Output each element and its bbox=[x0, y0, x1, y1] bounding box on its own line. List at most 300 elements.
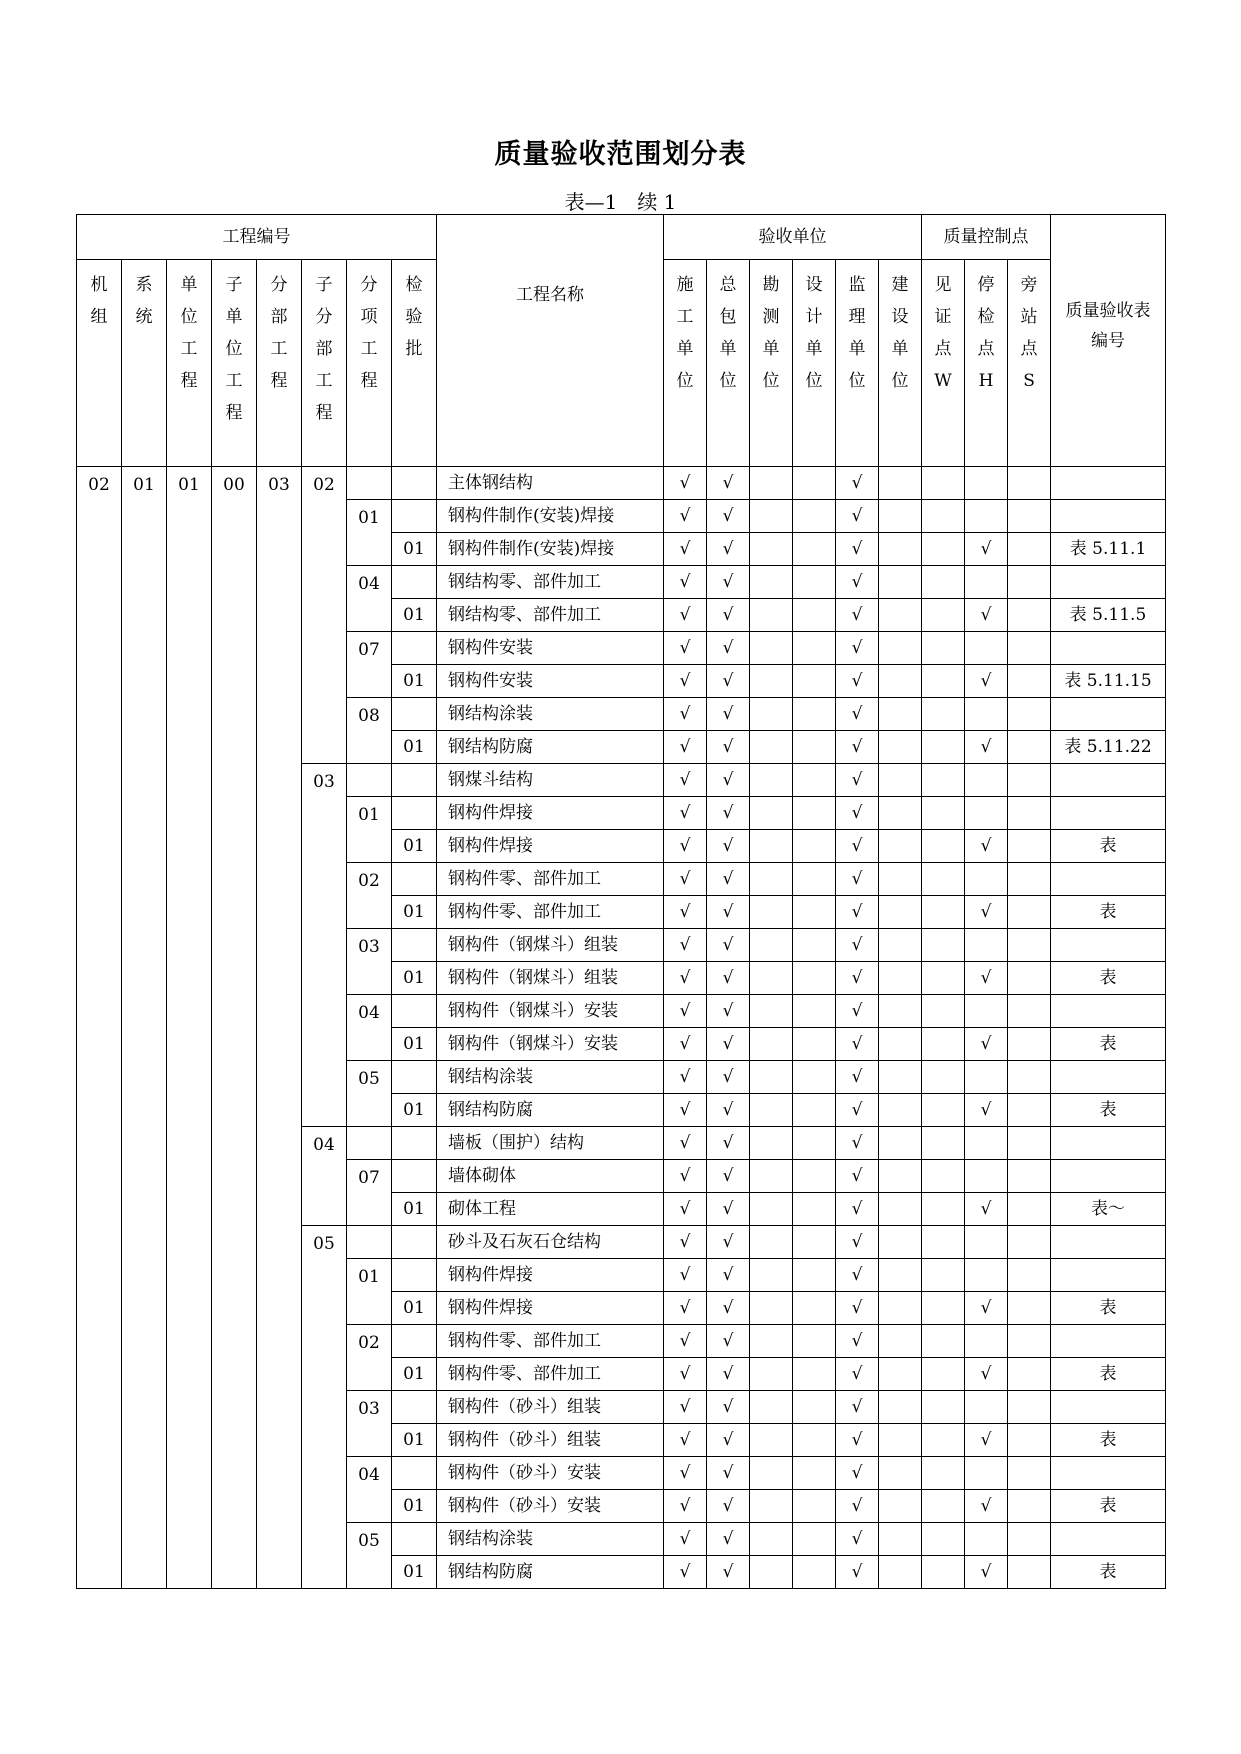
unit-check-3 bbox=[793, 1490, 836, 1523]
unit-check-3 bbox=[793, 500, 836, 533]
unit-check-5 bbox=[879, 830, 922, 863]
hold-point-cell: √ bbox=[965, 1094, 1008, 1127]
unit-col-3-header-char: 位 bbox=[805, 371, 823, 391]
unit-col-4-header-char: 位 bbox=[848, 371, 866, 391]
batch-code: 01 bbox=[392, 962, 437, 995]
unit-check-0: √ bbox=[664, 467, 707, 500]
unit-check-4: √ bbox=[836, 1358, 879, 1391]
unit-check-4: √ bbox=[836, 1226, 879, 1259]
batch-code bbox=[392, 698, 437, 731]
unit-check-3 bbox=[793, 1259, 836, 1292]
item-code: 05 bbox=[347, 1523, 392, 1589]
unit-col-2-header-char: 测 bbox=[762, 307, 780, 327]
batch-code: 01 bbox=[392, 1490, 437, 1523]
unit-check-5 bbox=[879, 995, 922, 1028]
unit-check-3 bbox=[793, 1028, 836, 1061]
hold-point-cell bbox=[965, 1259, 1008, 1292]
hold-point-cell: √ bbox=[965, 1193, 1008, 1226]
unit-check-1: √ bbox=[707, 764, 750, 797]
witness-point-cell bbox=[922, 467, 965, 500]
unit-col-3-header bbox=[793, 260, 836, 467]
unit-check-1: √ bbox=[707, 1490, 750, 1523]
unit-check-5 bbox=[879, 731, 922, 764]
project-name-cell: 钢构件（砂斗）组装 bbox=[437, 1424, 664, 1457]
hold-point-cell bbox=[965, 1457, 1008, 1490]
hold-point-cell bbox=[965, 863, 1008, 896]
unit-check-3 bbox=[793, 962, 836, 995]
sub-unit-project-code: 00 bbox=[212, 467, 257, 1589]
unit-check-3 bbox=[793, 896, 836, 929]
unit-check-1: √ bbox=[707, 1556, 750, 1589]
unit-check-3 bbox=[793, 764, 836, 797]
document-title: 质量验收范围划分表 bbox=[494, 139, 747, 170]
unit-check-0: √ bbox=[664, 1061, 707, 1094]
batch-code: 01 bbox=[392, 830, 437, 863]
unit-check-4: √ bbox=[836, 1061, 879, 1094]
batch-code: 01 bbox=[392, 1292, 437, 1325]
unit-check-0: √ bbox=[664, 698, 707, 731]
unit-check-5 bbox=[879, 566, 922, 599]
standby-point-cell bbox=[1008, 1556, 1051, 1589]
batch-code bbox=[392, 1457, 437, 1490]
project-name-cell: 钢结构涂装 bbox=[437, 1061, 664, 1094]
unit-check-1: √ bbox=[707, 731, 750, 764]
hold-point-cell bbox=[965, 764, 1008, 797]
unit-check-5 bbox=[879, 1127, 922, 1160]
form-number-cell bbox=[1051, 698, 1166, 731]
batch-code bbox=[392, 1061, 437, 1094]
form-number-cell bbox=[1051, 1226, 1166, 1259]
unit-check-3 bbox=[793, 1193, 836, 1226]
unit-check-2 bbox=[750, 962, 793, 995]
unit-check-0: √ bbox=[664, 896, 707, 929]
control-col-0-header-char: W bbox=[934, 371, 952, 391]
witness-point-cell bbox=[922, 566, 965, 599]
hold-point-cell bbox=[965, 467, 1008, 500]
unit-check-0: √ bbox=[664, 500, 707, 533]
hold-point-cell bbox=[965, 1127, 1008, 1160]
code-col-1-header-char: 统 bbox=[135, 307, 153, 327]
code-col-6-header-char: 项 bbox=[360, 307, 378, 327]
standby-point-cell bbox=[1008, 1457, 1051, 1490]
unit-check-2 bbox=[750, 764, 793, 797]
project-name-cell: 钢构件（砂斗）组装 bbox=[437, 1391, 664, 1424]
unit-check-2 bbox=[750, 1391, 793, 1424]
unit-check-3 bbox=[793, 1292, 836, 1325]
project-name-cell: 钢结构防腐 bbox=[437, 1094, 664, 1127]
hold-point-cell: √ bbox=[965, 962, 1008, 995]
witness-point-cell bbox=[922, 1259, 965, 1292]
standby-point-cell bbox=[1008, 566, 1051, 599]
project-name-cell: 主体钢结构 bbox=[437, 467, 664, 500]
code-col-7-header-char: 检 bbox=[405, 275, 423, 295]
unit-col-0-header bbox=[664, 260, 707, 467]
unit-check-2 bbox=[750, 500, 793, 533]
unit-check-2 bbox=[750, 1127, 793, 1160]
control-col-2-header-char: 站 bbox=[1020, 307, 1038, 327]
unit-check-1: √ bbox=[707, 698, 750, 731]
unit-check-0: √ bbox=[664, 731, 707, 764]
batch-code: 01 bbox=[392, 1193, 437, 1226]
project-name-cell: 钢构件焊接 bbox=[437, 1259, 664, 1292]
unit-check-0: √ bbox=[664, 764, 707, 797]
standby-point-cell bbox=[1008, 1391, 1051, 1424]
unit-check-2 bbox=[750, 1061, 793, 1094]
project-name-cell: 钢结构防腐 bbox=[437, 1556, 664, 1589]
hold-point-cell bbox=[965, 1160, 1008, 1193]
unit-check-2 bbox=[750, 1358, 793, 1391]
unit-check-3 bbox=[793, 1127, 836, 1160]
unit-check-2 bbox=[750, 467, 793, 500]
control-col-0-header-char: 点 bbox=[934, 339, 952, 359]
unit-check-3 bbox=[793, 1061, 836, 1094]
unit-check-0: √ bbox=[664, 1028, 707, 1061]
unit-col-3-header-char: 设 bbox=[805, 275, 823, 295]
batch-code bbox=[392, 1127, 437, 1160]
witness-point-cell bbox=[922, 1490, 965, 1523]
form-number-cell bbox=[1051, 1127, 1166, 1160]
unit-check-1: √ bbox=[707, 566, 750, 599]
code-col-1-header-char: 系 bbox=[135, 275, 153, 295]
unit-check-0: √ bbox=[664, 830, 707, 863]
unit-check-0: √ bbox=[664, 665, 707, 698]
witness-point-cell bbox=[922, 533, 965, 566]
unit-check-1: √ bbox=[707, 1391, 750, 1424]
unit-check-4: √ bbox=[836, 731, 879, 764]
unit-check-0: √ bbox=[664, 1127, 707, 1160]
code-col-7-header-char: 批 bbox=[405, 339, 423, 359]
code-col-0-header-char: 机 bbox=[90, 275, 108, 295]
item-code bbox=[347, 764, 392, 797]
project-name-cell: 砂斗及石灰石仓结构 bbox=[437, 1226, 664, 1259]
standby-point-cell bbox=[1008, 1061, 1051, 1094]
witness-point-cell bbox=[922, 1391, 965, 1424]
unit-check-0: √ bbox=[664, 1094, 707, 1127]
form-number-cell: 表 5.11.15 bbox=[1051, 665, 1166, 698]
unit-check-0: √ bbox=[664, 1523, 707, 1556]
batch-code bbox=[392, 995, 437, 1028]
unit-check-3 bbox=[793, 1457, 836, 1490]
standby-point-cell bbox=[1008, 995, 1051, 1028]
item-code: 04 bbox=[347, 566, 392, 632]
unit-check-5 bbox=[879, 1391, 922, 1424]
control-col-2-header bbox=[1008, 260, 1051, 467]
witness-point-cell bbox=[922, 1424, 965, 1457]
unit-check-4: √ bbox=[836, 1325, 879, 1358]
unit-check-2 bbox=[750, 1325, 793, 1358]
project-name-cell: 钢结构防腐 bbox=[437, 731, 664, 764]
unit-check-2 bbox=[750, 599, 793, 632]
standby-point-cell bbox=[1008, 929, 1051, 962]
witness-point-cell bbox=[922, 995, 965, 1028]
unit-check-5 bbox=[879, 1457, 922, 1490]
unit-check-4: √ bbox=[836, 1391, 879, 1424]
unit-check-0: √ bbox=[664, 1556, 707, 1589]
unit-check-4: √ bbox=[836, 500, 879, 533]
batch-code bbox=[392, 1226, 437, 1259]
form-number-header-line: 质量验收表 bbox=[1065, 300, 1151, 321]
code-col-0-header bbox=[77, 260, 122, 467]
batch-code: 01 bbox=[392, 1424, 437, 1457]
batch-code bbox=[392, 1259, 437, 1292]
unit-check-4: √ bbox=[836, 698, 879, 731]
unit-check-2 bbox=[750, 1226, 793, 1259]
unit-check-2 bbox=[750, 1160, 793, 1193]
code-col-4-header-char: 程 bbox=[270, 371, 288, 391]
witness-point-cell bbox=[922, 1094, 965, 1127]
unit-check-2 bbox=[750, 533, 793, 566]
unit-check-3 bbox=[793, 665, 836, 698]
code-col-6-header bbox=[347, 260, 392, 467]
project-name-cell: 钢构件零、部件加工 bbox=[437, 1358, 664, 1391]
unit-check-5 bbox=[879, 467, 922, 500]
form-number-cell: 表 5.11.5 bbox=[1051, 599, 1166, 632]
batch-code: 01 bbox=[392, 1556, 437, 1589]
form-number-cell: 表 bbox=[1051, 1094, 1166, 1127]
form-number-cell: 表～ bbox=[1051, 1193, 1166, 1226]
form-number-cell bbox=[1051, 1325, 1166, 1358]
code-col-4-header bbox=[257, 260, 302, 467]
unit-check-0: √ bbox=[664, 1259, 707, 1292]
unit-check-5 bbox=[879, 1094, 922, 1127]
unit-col-1-header-char: 总 bbox=[719, 275, 737, 295]
hold-point-cell: √ bbox=[965, 896, 1008, 929]
unit-check-1: √ bbox=[707, 500, 750, 533]
unit-check-4: √ bbox=[836, 1259, 879, 1292]
project-name-cell: 钢构件焊接 bbox=[437, 797, 664, 830]
unit-check-2 bbox=[750, 1259, 793, 1292]
unit-check-2 bbox=[750, 1556, 793, 1589]
unit-check-3 bbox=[793, 731, 836, 764]
hold-point-cell bbox=[965, 929, 1008, 962]
project-name-cell: 钢构件制作(安装)焊接 bbox=[437, 500, 664, 533]
form-number-cell bbox=[1051, 863, 1166, 896]
batch-code bbox=[392, 632, 437, 665]
standby-point-cell bbox=[1008, 1094, 1051, 1127]
form-number-cell bbox=[1051, 764, 1166, 797]
unit-check-5 bbox=[879, 1358, 922, 1391]
witness-point-cell bbox=[922, 896, 965, 929]
unit-check-1: √ bbox=[707, 863, 750, 896]
hold-point-cell: √ bbox=[965, 1028, 1008, 1061]
control-col-0-header-char: 证 bbox=[934, 307, 952, 327]
unit-col-2-header-char: 位 bbox=[762, 371, 780, 391]
unit-check-5 bbox=[879, 1325, 922, 1358]
standby-point-cell bbox=[1008, 599, 1051, 632]
form-number-cell bbox=[1051, 1061, 1166, 1094]
form-number-cell: 表 bbox=[1051, 1358, 1166, 1391]
unit-group-code: 02 bbox=[77, 467, 122, 1589]
project-name-cell: 钢构件（钢煤斗）安装 bbox=[437, 1028, 664, 1061]
code-col-2-header-char: 工 bbox=[180, 339, 198, 359]
unit-check-2 bbox=[750, 863, 793, 896]
form-number-cell bbox=[1051, 632, 1166, 665]
unit-col-0-header-char: 施 bbox=[676, 275, 694, 295]
item-code: 03 bbox=[347, 1391, 392, 1457]
control-col-2-header-char: 点 bbox=[1020, 339, 1038, 359]
standby-point-cell bbox=[1008, 731, 1051, 764]
witness-point-cell bbox=[922, 962, 965, 995]
standby-point-cell bbox=[1008, 1325, 1051, 1358]
item-code: 02 bbox=[347, 863, 392, 929]
hold-point-cell: √ bbox=[965, 731, 1008, 764]
witness-point-cell bbox=[922, 1358, 965, 1391]
witness-point-cell bbox=[922, 632, 965, 665]
standby-point-cell bbox=[1008, 830, 1051, 863]
subdivision-code: 05 bbox=[302, 1226, 347, 1589]
code-col-3-header-char: 位 bbox=[225, 339, 243, 359]
unit-check-1: √ bbox=[707, 995, 750, 1028]
code-col-5-header bbox=[302, 260, 347, 467]
standby-point-cell bbox=[1008, 863, 1051, 896]
code-col-7-header bbox=[392, 260, 437, 467]
witness-point-cell bbox=[922, 665, 965, 698]
unit-check-3 bbox=[793, 599, 836, 632]
witness-point-cell bbox=[922, 1457, 965, 1490]
form-number-cell: 表 bbox=[1051, 830, 1166, 863]
unit-check-4: √ bbox=[836, 632, 879, 665]
unit-check-4: √ bbox=[836, 1094, 879, 1127]
witness-point-cell bbox=[922, 698, 965, 731]
form-number-cell bbox=[1051, 500, 1166, 533]
item-code bbox=[347, 1127, 392, 1160]
form-number-cell: 表 bbox=[1051, 1424, 1166, 1457]
form-number-cell bbox=[1051, 1160, 1166, 1193]
form-number-header-line: 编号 bbox=[1091, 330, 1126, 351]
unit-check-2 bbox=[750, 995, 793, 1028]
item-code: 05 bbox=[347, 1061, 392, 1127]
unit-check-0: √ bbox=[664, 929, 707, 962]
unit-col-3-header-char: 单 bbox=[805, 339, 823, 359]
unit-check-0: √ bbox=[664, 1457, 707, 1490]
unit-check-5 bbox=[879, 533, 922, 566]
unit-check-2 bbox=[750, 929, 793, 962]
unit-col-0-header-char: 单 bbox=[676, 339, 694, 359]
form-number-cell bbox=[1051, 1523, 1166, 1556]
unit-check-4: √ bbox=[836, 797, 879, 830]
hold-point-cell bbox=[965, 632, 1008, 665]
batch-code bbox=[392, 764, 437, 797]
control-col-0-header-char: 见 bbox=[934, 275, 952, 295]
unit-check-5 bbox=[879, 1028, 922, 1061]
unit-check-2 bbox=[750, 1523, 793, 1556]
unit-col-4-header-char: 理 bbox=[848, 307, 866, 327]
unit-check-3 bbox=[793, 1391, 836, 1424]
project-name-cell: 钢构件（钢煤斗）组装 bbox=[437, 929, 664, 962]
unit-check-5 bbox=[879, 962, 922, 995]
unit-check-1: √ bbox=[707, 1028, 750, 1061]
project-name-cell: 钢构件焊接 bbox=[437, 1292, 664, 1325]
unit-check-0: √ bbox=[664, 632, 707, 665]
hold-point-cell bbox=[965, 1391, 1008, 1424]
unit-check-4: √ bbox=[836, 1028, 879, 1061]
item-code: 03 bbox=[347, 929, 392, 995]
unit-check-5 bbox=[879, 665, 922, 698]
item-code bbox=[347, 467, 392, 500]
unit-check-5 bbox=[879, 1226, 922, 1259]
code-col-6-header-char: 分 bbox=[360, 275, 378, 295]
code-col-2-header bbox=[167, 260, 212, 467]
unit-col-2-header bbox=[750, 260, 793, 467]
standby-point-cell bbox=[1008, 1259, 1051, 1292]
hold-point-cell: √ bbox=[965, 665, 1008, 698]
unit-check-4: √ bbox=[836, 995, 879, 1028]
form-number-cell bbox=[1051, 467, 1166, 500]
standby-point-cell bbox=[1008, 1127, 1051, 1160]
unit-check-5 bbox=[879, 764, 922, 797]
form-number-cell bbox=[1051, 1457, 1166, 1490]
unit-check-2 bbox=[750, 566, 793, 599]
unit-check-5 bbox=[879, 632, 922, 665]
form-number-cell bbox=[1051, 929, 1166, 962]
hold-point-cell: √ bbox=[965, 599, 1008, 632]
control-col-2-header-char: S bbox=[1023, 371, 1035, 391]
project-name-cell: 墙体砌体 bbox=[437, 1160, 664, 1193]
item-code: 07 bbox=[347, 632, 392, 698]
form-number-cell bbox=[1051, 1391, 1166, 1424]
unit-check-3 bbox=[793, 1358, 836, 1391]
unit-check-1: √ bbox=[707, 1226, 750, 1259]
code-col-7-header-char: 验 bbox=[405, 307, 423, 327]
unit-check-3 bbox=[793, 566, 836, 599]
batch-code: 01 bbox=[392, 731, 437, 764]
witness-point-cell bbox=[922, 830, 965, 863]
code-col-3-header-char: 子 bbox=[225, 275, 243, 295]
unit-check-3 bbox=[793, 533, 836, 566]
batch-code bbox=[392, 1391, 437, 1424]
unit-check-5 bbox=[879, 500, 922, 533]
unit-check-0: √ bbox=[664, 1424, 707, 1457]
batch-code bbox=[392, 863, 437, 896]
code-col-2-header-char: 程 bbox=[180, 371, 198, 391]
unit-check-2 bbox=[750, 731, 793, 764]
unit-check-4: √ bbox=[836, 1193, 879, 1226]
witness-point-cell bbox=[922, 797, 965, 830]
hold-point-cell: √ bbox=[965, 1358, 1008, 1391]
unit-check-4: √ bbox=[836, 929, 879, 962]
control-col-0-header bbox=[922, 260, 965, 467]
code-col-2-header-char: 位 bbox=[180, 307, 198, 327]
form-number-header bbox=[1051, 215, 1166, 467]
witness-point-cell bbox=[922, 1292, 965, 1325]
project-name-cell: 钢构件（钢煤斗）安装 bbox=[437, 995, 664, 1028]
hold-point-cell: √ bbox=[965, 533, 1008, 566]
system-code: 01 bbox=[122, 467, 167, 1589]
unit-check-2 bbox=[750, 1292, 793, 1325]
unit-check-5 bbox=[879, 1523, 922, 1556]
code-col-6-header-char: 工 bbox=[360, 339, 378, 359]
witness-point-cell bbox=[922, 1127, 965, 1160]
hold-point-cell: √ bbox=[965, 1490, 1008, 1523]
unit-check-0: √ bbox=[664, 1193, 707, 1226]
batch-code: 01 bbox=[392, 896, 437, 929]
unit-check-1: √ bbox=[707, 1259, 750, 1292]
unit-check-3 bbox=[793, 698, 836, 731]
unit-check-1: √ bbox=[707, 1358, 750, 1391]
witness-point-cell bbox=[922, 1523, 965, 1556]
unit-check-4: √ bbox=[836, 1490, 879, 1523]
unit-check-1: √ bbox=[707, 665, 750, 698]
unit-col-1-header-char: 位 bbox=[719, 371, 737, 391]
witness-point-cell bbox=[922, 1193, 965, 1226]
form-number-cell: 表 bbox=[1051, 1028, 1166, 1061]
code-col-5-header-char: 工 bbox=[315, 371, 333, 391]
item-code: 01 bbox=[347, 500, 392, 566]
witness-point-cell bbox=[922, 764, 965, 797]
unit-check-2 bbox=[750, 1094, 793, 1127]
batch-code: 01 bbox=[392, 533, 437, 566]
code-col-3-header-char: 程 bbox=[225, 403, 243, 423]
